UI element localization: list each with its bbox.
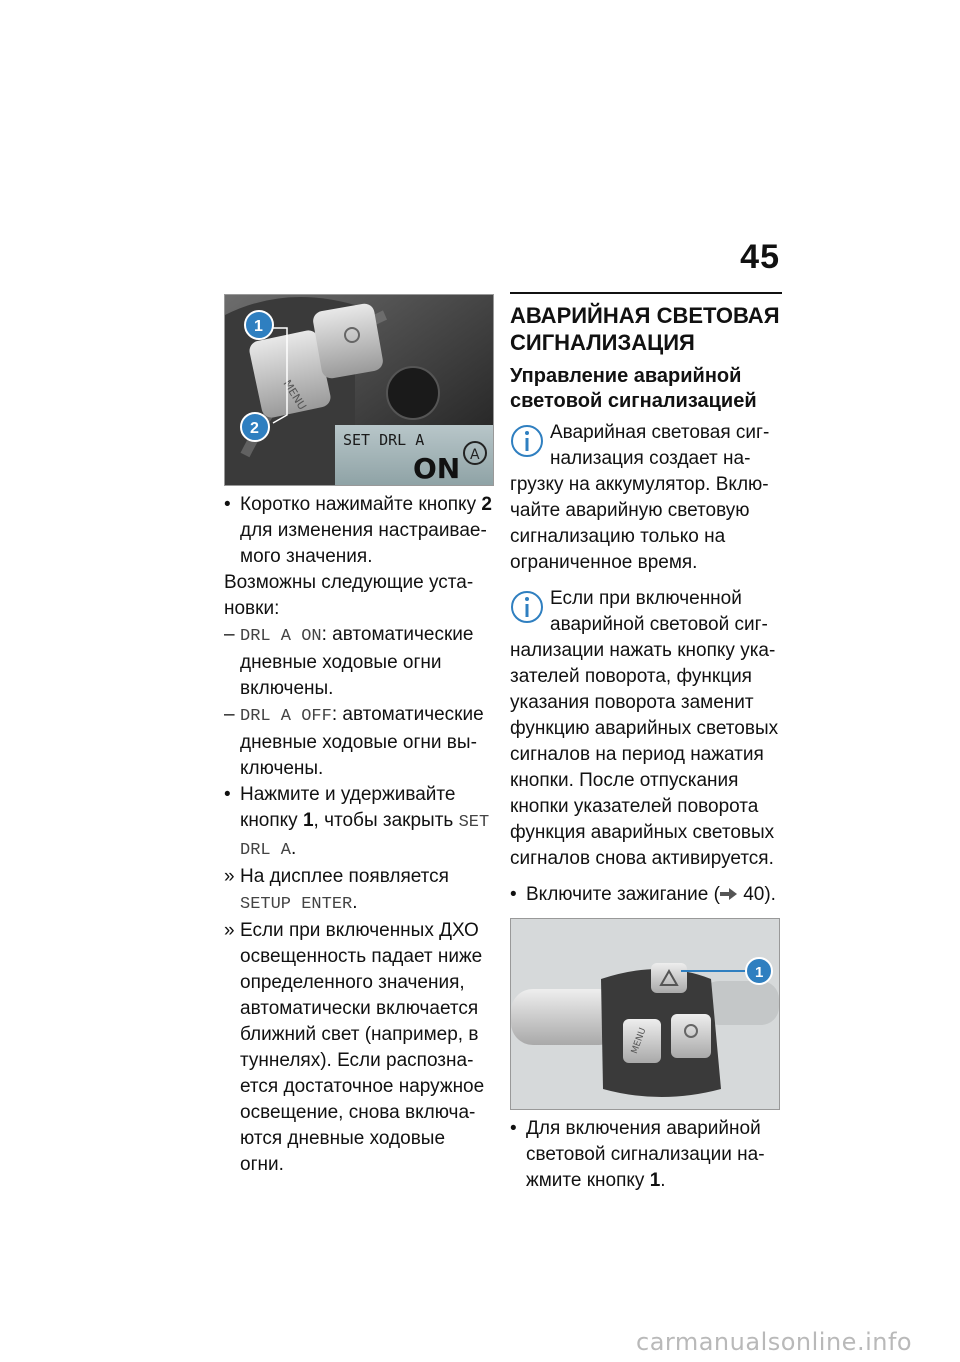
option-drl-on: – DRL A ON: автоматические дневные ходовые огни включены. bbox=[224, 624, 474, 699]
adjust-knob bbox=[387, 367, 439, 419]
section-subheading: Управление аварийной световой сигнализацией bbox=[510, 365, 757, 412]
display-controls-illustration bbox=[225, 295, 493, 485]
info-icon bbox=[510, 424, 544, 464]
figure-display-controls bbox=[224, 294, 494, 486]
svg-text:1: 1 bbox=[755, 964, 764, 981]
note-battery: Аварийная световая сигнализация создает нагрузку на аккумулятор. Включайте аварийную световую сигнализацию только на ограниченное время. bbox=[510, 422, 770, 573]
option-drl-off: – DRL A OFF: автоматические дневные ходовые огни выключены. bbox=[224, 704, 484, 779]
bullet-press-hazard: • Для включения аварийной световой сигнализации нажмите кнопку 1. bbox=[510, 1118, 765, 1191]
section-heading: АВАРИЙНАЯ СВЕТОВАЯ СИГНАЛИЗАЦИЯ bbox=[510, 303, 780, 355]
settings-intro: Возможны следующие установки: bbox=[224, 572, 474, 619]
callout-1 bbox=[245, 311, 273, 339]
page-number: 45 bbox=[740, 238, 780, 276]
arrow-icon bbox=[720, 887, 738, 901]
left-column bbox=[224, 294, 492, 1178]
note-turn-signal: Если при включенной аварийной световой сигнализации нажать кнопку указателей поворота, функция указания поворота заменит функцию аварийных световых сигналов на период нажатия кнопки. После отпускания кнопки указателей поворота функция аварийных световых сигналов снова активируется. bbox=[510, 588, 779, 869]
svg-text:1: 1 bbox=[254, 318, 263, 335]
right-column bbox=[510, 292, 782, 1194]
result-setup-enter: » На дисплее появляется SETUP ENTER. bbox=[224, 866, 449, 914]
section-rule bbox=[510, 292, 782, 294]
info-icon bbox=[510, 590, 544, 630]
callout-2 bbox=[241, 413, 269, 441]
menu-button-label: MENU bbox=[280, 377, 309, 413]
figure-hazard-switch bbox=[510, 918, 780, 1110]
lcd-top-line: SET DRL A bbox=[343, 431, 425, 449]
handlebar-switch-illustration bbox=[511, 919, 779, 1109]
bullet-hold-button-1: • Нажмите и удерживайте кнопку 1, чтобы закрыть SET DRL A. bbox=[224, 784, 490, 860]
watermark: carmanualsonline.info bbox=[636, 1328, 913, 1356]
power-button bbox=[312, 302, 385, 380]
hazard-button bbox=[651, 963, 687, 993]
lcd-value: ON bbox=[413, 452, 461, 485]
bullet-ignition: • Включите зажигание ( 40). bbox=[510, 884, 776, 905]
bullet-press-button-2: • Коротко нажимайте кнопку 2 для изменения настраиваемого значения. bbox=[224, 494, 492, 567]
result-low-beam: » Если при включенных ДХО освещенность падает ниже определенного значения, автоматически включается ближний свет (например, в туннелях). Если распознается достаточное наружное освещение, снова включаются дневные ходовые огни. bbox=[224, 920, 485, 1175]
lcd-display bbox=[335, 425, 493, 485]
svg-text:2: 2 bbox=[250, 420, 259, 437]
svg-text:MENU: MENU bbox=[629, 1026, 649, 1056]
callout-1 bbox=[746, 958, 772, 984]
lcd-auto-icon: A bbox=[470, 447, 480, 463]
